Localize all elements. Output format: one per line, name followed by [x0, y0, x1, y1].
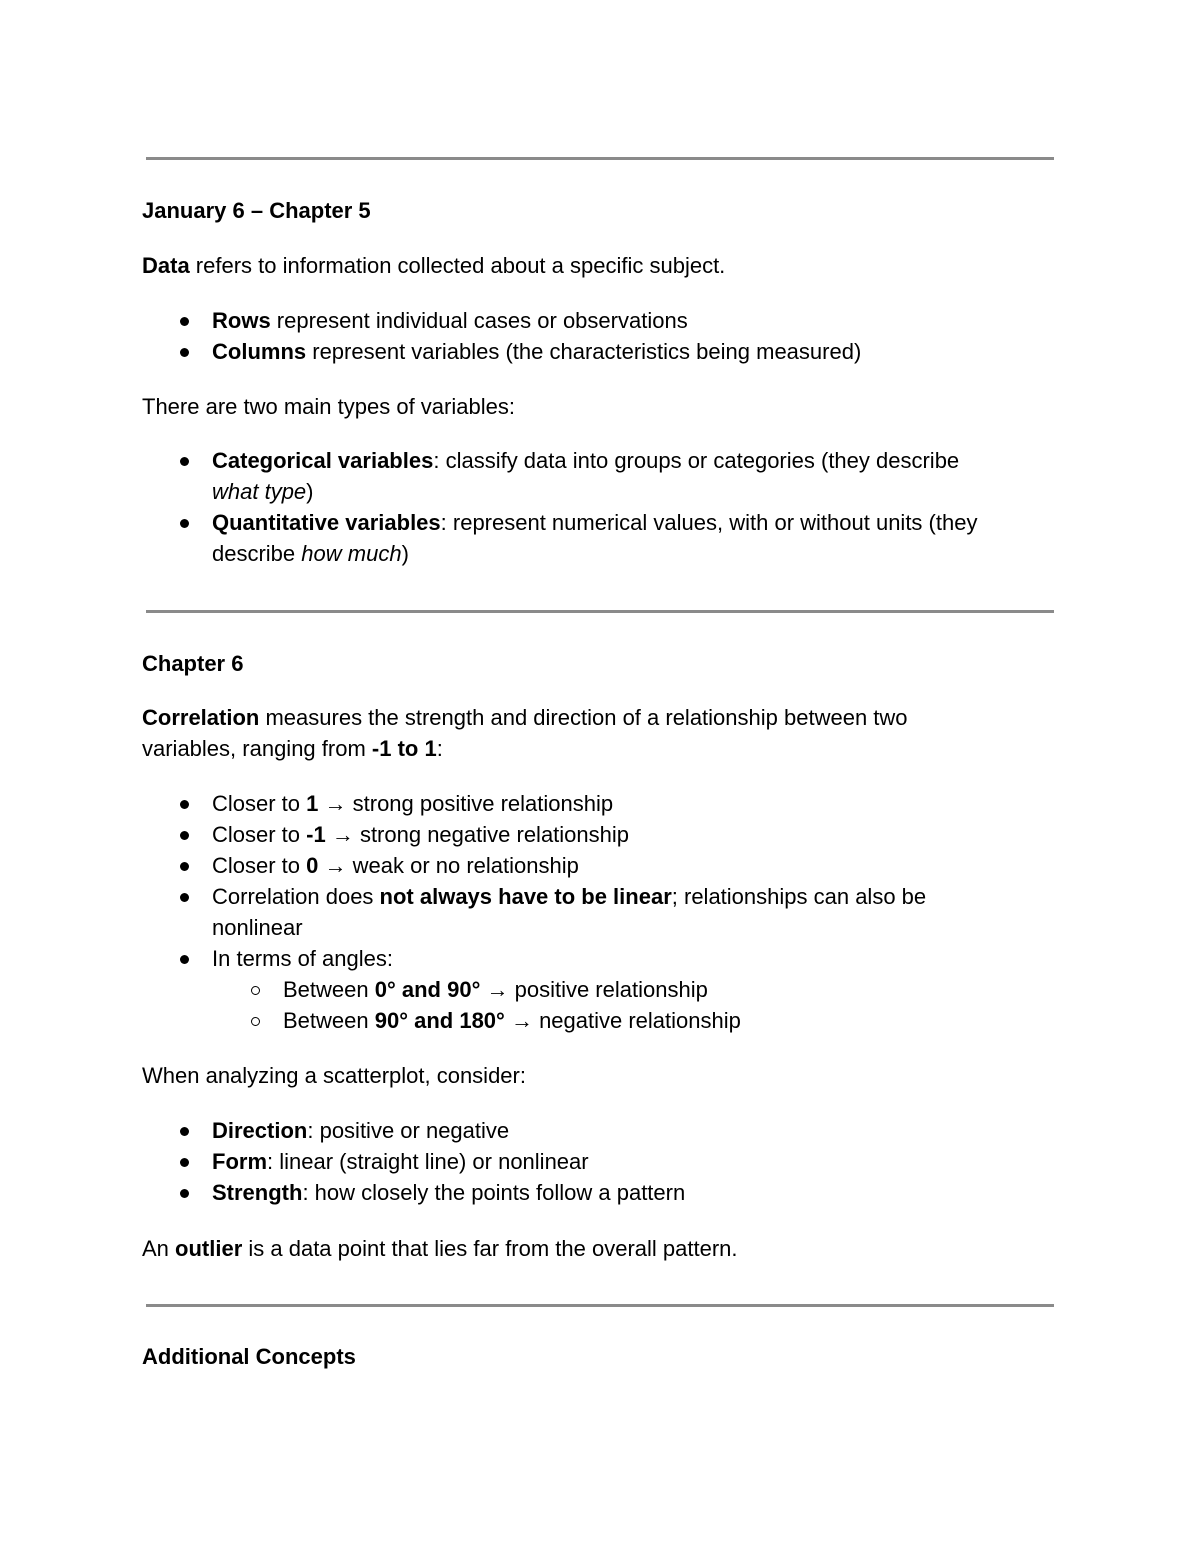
- hollow-bullet-icon: [251, 1017, 260, 1026]
- bullet-icon: [180, 831, 189, 840]
- list-item: Categorical variables: classify data into groups or categories (they describe what type): [142, 445, 1052, 507]
- bullet-icon: [180, 1127, 189, 1136]
- correlation-list: [142, 788, 1052, 1036]
- term-outlier: outlier: [175, 1236, 243, 1261]
- section-divider: [146, 157, 1054, 160]
- list-item: Closer to 1 → strong positive relationship: [142, 788, 1052, 819]
- list-item: Columns represent variables (the characteristics being measured): [142, 336, 1052, 367]
- section-heading-chapter-6: Chapter 6: [142, 651, 244, 676]
- bullet-icon: [180, 955, 189, 964]
- variable-types-intro: There are two main types of variables:: [142, 394, 515, 419]
- data-definition: Data refers to information collected about a specific subject.: [142, 253, 726, 278]
- hollow-bullet-icon: [251, 986, 260, 995]
- list-item: Rows represent individual cases or observations: [142, 305, 1052, 336]
- bullet-icon: [180, 457, 189, 466]
- list-item: Closer to -1 → strong negative relationship: [142, 819, 1052, 850]
- bullet-icon: [180, 348, 189, 357]
- sub-list-item: Between 90° and 180° → negative relationship: [142, 1005, 1052, 1036]
- variable-types-list: [142, 445, 1052, 569]
- list-item: Strength: how closely the points follow a pattern: [142, 1177, 1052, 1208]
- scatterplot-list: [142, 1115, 1052, 1208]
- section-divider: [146, 1304, 1054, 1307]
- section-heading-chapter-5: January 6 – Chapter 5: [142, 198, 371, 223]
- list-item: Direction: positive or negative: [142, 1115, 1052, 1146]
- list-item: In terms of angles:: [142, 943, 1052, 974]
- list-item: Form: linear (straight line) or nonlinear: [142, 1146, 1052, 1177]
- section-heading-additional-concepts: Additional Concepts: [142, 1344, 356, 1369]
- bullet-icon: [180, 862, 189, 871]
- correlation-definition: Correlation measures the strength and direction of a relationship between two variables, ranging from -1 to 1:: [142, 705, 908, 761]
- bullet-icon: [180, 1189, 189, 1198]
- bullet-icon: [180, 893, 189, 902]
- bullet-icon: [180, 1158, 189, 1167]
- list-item: Correlation does not always have to be linear; relationships can also be nonlinear: [142, 881, 1052, 943]
- scatterplot-intro: When analyzing a scatterplot, consider:: [142, 1063, 526, 1088]
- list-item: Closer to 0 → weak or no relationship: [142, 850, 1052, 881]
- sub-list-item: Between 0° and 90° → positive relationship: [142, 974, 1052, 1005]
- section-divider: [146, 610, 1054, 613]
- outlier-definition: An outlier is a data point that lies far from the overall pattern.: [142, 1236, 738, 1261]
- data-structure-list: [142, 305, 1052, 367]
- term-correlation: Correlation: [142, 705, 260, 730]
- bullet-icon: [180, 519, 189, 528]
- list-item: Quantitative variables: represent numerical values, with or without units (they describe how much): [142, 507, 1052, 569]
- bullet-icon: [180, 317, 189, 326]
- bullet-icon: [180, 800, 189, 809]
- term-data: Data: [142, 253, 190, 278]
